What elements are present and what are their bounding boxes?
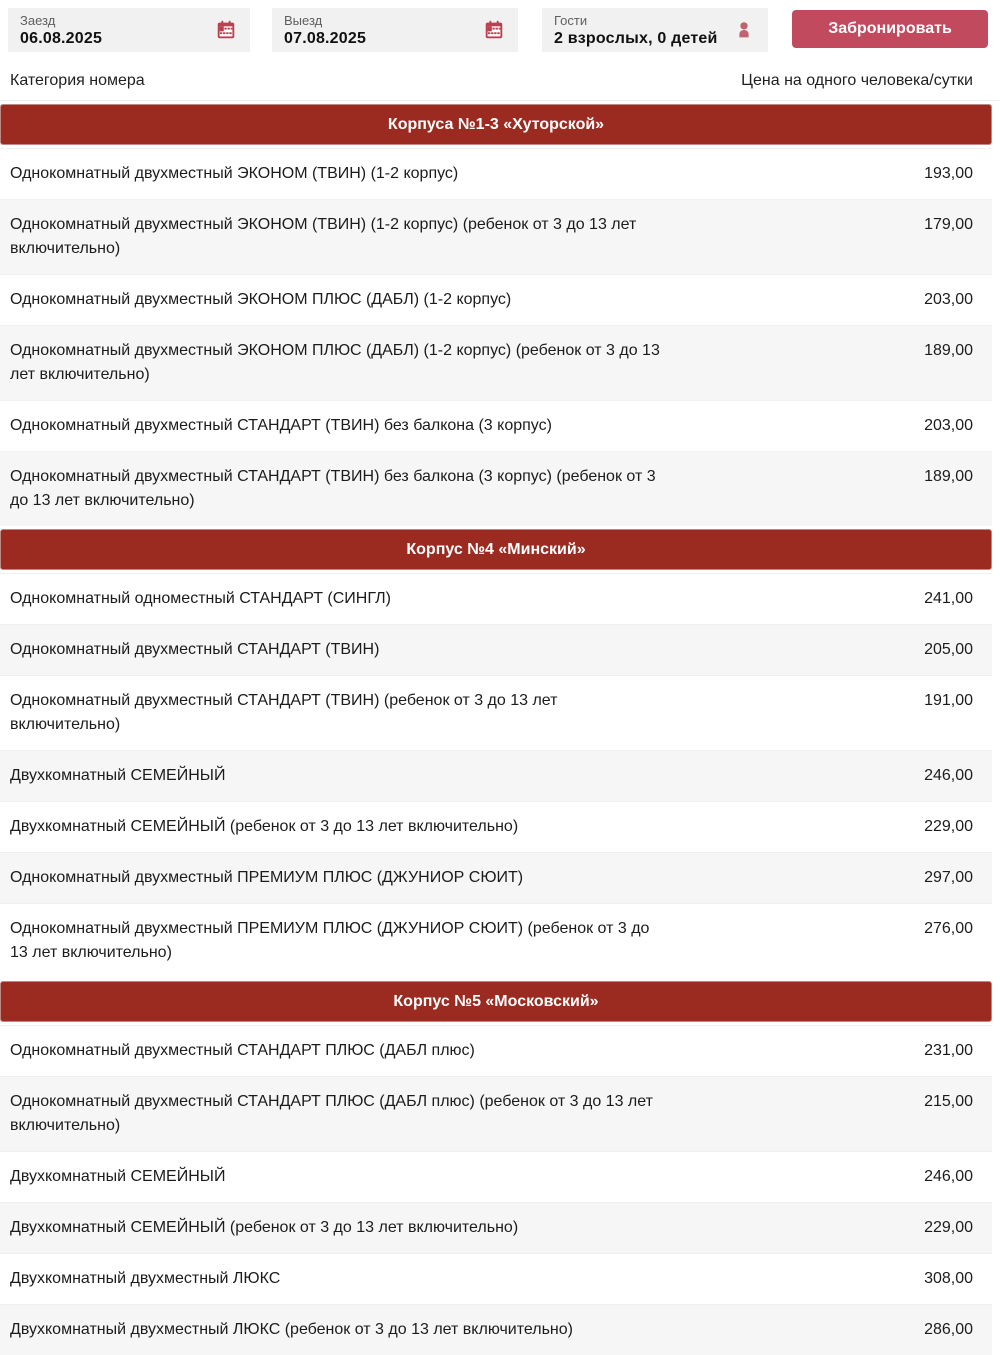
room-price-value: 241,00 bbox=[924, 590, 973, 607]
rate-row bbox=[0, 1025, 992, 1076]
rate-row bbox=[0, 1253, 992, 1304]
room-category-label: Однокомнатный двухместный СТАНДАРТ (ТВИН) без балкона (3 корпус) bbox=[10, 417, 552, 434]
room-price-value: 193,00 bbox=[924, 165, 973, 182]
room-price-value: 179,00 bbox=[924, 216, 973, 233]
calendar-icon[interactable] bbox=[214, 18, 238, 42]
room-category-label: Однокомнатный двухместный СТАНДАРТ (ТВИН) без балкона (3 корпус) (ребенок от 3 до 13 лет включительно) bbox=[10, 468, 656, 509]
section-header-1 bbox=[0, 104, 992, 145]
rate-row bbox=[0, 274, 992, 325]
room-price-value: 203,00 bbox=[924, 417, 973, 434]
room-category-label: Двухкомнатный двухместный ЛЮКС (ребенок от 3 до 13 лет включительно) bbox=[10, 1321, 573, 1338]
room-category-label: Однокомнатный одноместный СТАНДАРТ (СИНГЛ) bbox=[10, 590, 391, 607]
rate-row bbox=[0, 801, 992, 852]
rate-row bbox=[0, 750, 992, 801]
rate-row bbox=[0, 624, 992, 675]
rate-row bbox=[0, 199, 992, 274]
room-category-label: Однокомнатный двухместный ПРЕМИУМ ПЛЮС (ДЖУНИОР СЮИТ) bbox=[10, 869, 524, 886]
checkout-date-field[interactable] bbox=[272, 8, 518, 52]
room-price-value: 205,00 bbox=[924, 641, 973, 658]
column-header-category: Категория номера bbox=[10, 72, 145, 89]
room-price-value: 229,00 bbox=[924, 1219, 973, 1236]
room-category-label: Однокомнатный двухместный СТАНДАРТ (ТВИН) bbox=[10, 641, 380, 658]
room-price-value: 276,00 bbox=[924, 920, 973, 937]
room-price-value: 231,00 bbox=[924, 1042, 973, 1059]
room-category-label: Однокомнатный двухместный ПРЕМИУМ ПЛЮС (ДЖУНИОР СЮИТ) (ребенок от 3 до 13 лет включительно) bbox=[10, 920, 650, 961]
guests-label: Гости bbox=[554, 12, 588, 28]
section-title: Корпус №4 «Минский» bbox=[406, 540, 586, 558]
rate-row bbox=[0, 675, 992, 750]
room-price-value: 215,00 bbox=[924, 1093, 973, 1110]
room-category-label: Двухкомнатный СЕМЕЙНЫЙ bbox=[10, 767, 226, 784]
rate-row bbox=[0, 573, 992, 624]
guests-field[interactable] bbox=[542, 8, 768, 52]
room-category-label: Однокомнатный двухместный СТАНДАРТ ПЛЮС (ДАБЛ плюс) bbox=[10, 1042, 475, 1059]
rate-row bbox=[0, 325, 992, 400]
rate-row bbox=[0, 148, 992, 199]
room-price-value: 191,00 bbox=[924, 692, 973, 709]
person-icon[interactable] bbox=[732, 18, 756, 42]
guests-value: 2 взрослых, 0 детей bbox=[554, 29, 718, 47]
rate-row bbox=[0, 400, 992, 451]
column-header-price: Цена на одного человека/сутки bbox=[741, 72, 973, 89]
room-category-label: Однокомнатный двухместный СТАНДАРТ (ТВИН) (ребенок от 3 до 13 лет включительно) bbox=[10, 692, 558, 733]
room-category-label: Однокомнатный двухместный ЭКОНОМ (ТВИН) (1-2 корпус) bbox=[10, 165, 459, 182]
section-title: Корпуса №1-3 «Хуторской» bbox=[387, 115, 605, 133]
section-header-3 bbox=[0, 981, 992, 1022]
room-category-label: Однокомнатный двухместный СТАНДАРТ ПЛЮС (ДАБЛ плюс) (ребенок от 3 до 13 лет включительно) bbox=[10, 1093, 653, 1134]
room-price-value: 229,00 bbox=[924, 818, 973, 835]
room-price-value: 297,00 bbox=[924, 869, 973, 886]
checkin-date-field[interactable] bbox=[8, 8, 250, 52]
book-button[interactable]: Забронировать bbox=[792, 10, 988, 48]
room-price-value: 246,00 bbox=[924, 1168, 973, 1185]
booking-bar bbox=[0, 0, 1000, 52]
checkout-value: 07.08.2025 bbox=[284, 29, 367, 47]
rate-row bbox=[0, 1202, 992, 1253]
room-price-value: 308,00 bbox=[924, 1270, 973, 1287]
room-category-label: Двухкомнатный СЕМЕЙНЫЙ bbox=[10, 1168, 226, 1185]
rate-row bbox=[0, 852, 992, 903]
room-price-value: 246,00 bbox=[924, 767, 973, 784]
checkout-label: Выезд bbox=[284, 12, 323, 28]
section-title: Корпус №5 «Московский» bbox=[393, 992, 599, 1010]
room-price-value: 286,00 bbox=[924, 1321, 973, 1338]
room-category-label: Однокомнатный двухместный ЭКОНОМ (ТВИН) (1-2 корпус) (ребенок от 3 до 13 лет включительно) bbox=[10, 216, 637, 257]
rate-row bbox=[0, 1151, 992, 1202]
room-price-value: 203,00 bbox=[924, 291, 973, 308]
section-header-2 bbox=[0, 529, 992, 570]
rate-row bbox=[0, 1304, 992, 1355]
table-header bbox=[0, 62, 1000, 101]
room-price-value: 189,00 bbox=[924, 468, 973, 485]
room-category-label: Двухкомнатный СЕМЕЙНЫЙ (ребенок от 3 до 13 лет включительно) bbox=[10, 1219, 519, 1236]
checkin-value: 06.08.2025 bbox=[20, 29, 103, 47]
calendar-icon[interactable] bbox=[482, 18, 506, 42]
room-category-label: Двухкомнатный двухместный ЛЮКС bbox=[10, 1270, 281, 1287]
room-category-label: Однокомнатный двухместный ЭКОНОМ ПЛЮС (ДАБЛ) (1-2 корпус) (ребенок от 3 до 13 лет включительно) bbox=[10, 342, 660, 383]
rate-row bbox=[0, 903, 992, 978]
rate-row bbox=[0, 1076, 992, 1151]
checkin-label: Заезд bbox=[20, 12, 56, 28]
room-price-value: 189,00 bbox=[924, 342, 973, 359]
room-category-label: Двухкомнатный СЕМЕЙНЫЙ (ребенок от 3 до 13 лет включительно) bbox=[10, 818, 519, 835]
rate-row bbox=[0, 451, 992, 526]
room-category-label: Однокомнатный двухместный ЭКОНОМ ПЛЮС (ДАБЛ) (1-2 корпус) bbox=[10, 291, 512, 308]
rate-table-body bbox=[0, 104, 992, 1355]
